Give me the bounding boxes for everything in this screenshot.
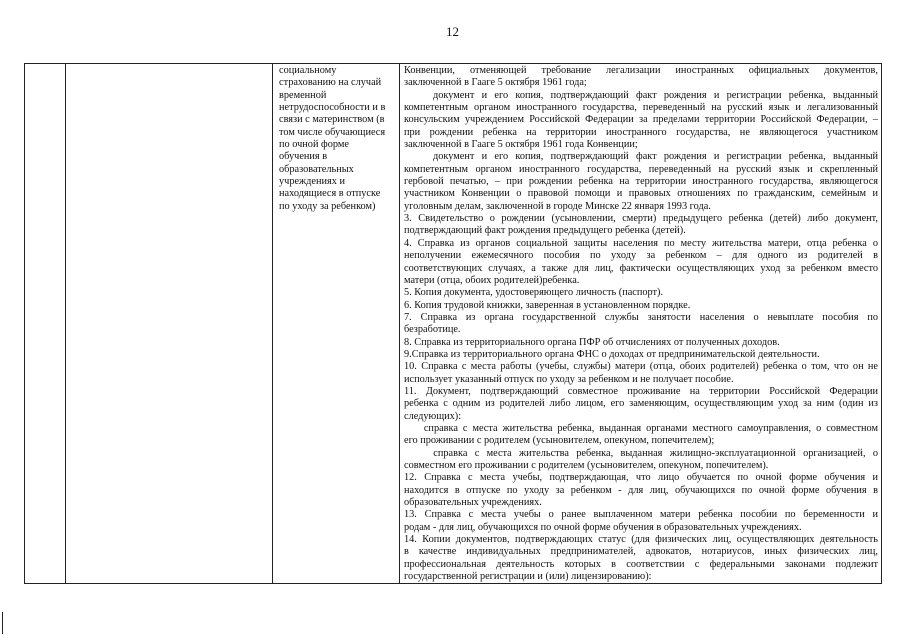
text-line: неполучении ежемесячного пособия по уходу за ребенком – для одного из родителей в <box>404 250 878 262</box>
text-line: 13. Справка с места учебы о ранее выплаченном матери ребенка пособии по беременности и <box>404 509 878 521</box>
text-line: социальному <box>279 65 337 76</box>
required-documents-text <box>404 65 878 583</box>
text-line: обучения в <box>279 151 328 163</box>
table-row <box>25 64 882 584</box>
text-line: находящиеся в отпуске <box>279 188 381 200</box>
text-line: по очной форме <box>279 139 349 151</box>
text-line: 7. Справка из органа государственной службы занятости населения о невыплате пособия по <box>404 311 878 323</box>
text-line: находится в отпуске по уходу за ребенком - для лиц, обучающихся по очной форме обучения в <box>404 484 878 496</box>
text-line: родам - для лиц, обучающихся по очной форме обучения в образовательных учреждениях. <box>404 521 802 533</box>
document-table <box>24 63 882 584</box>
text-line: совместном его проживании с родителем (усыновителем, опекуном, попечителем). <box>404 460 769 471</box>
page-number: 12 <box>446 24 459 39</box>
text-line: 4. Справка из органов социальной защиты населения по месту жительства матери, отца ребенка о <box>404 237 878 249</box>
text-line: страхованию на случай <box>279 77 382 89</box>
margin-mark <box>2 612 3 634</box>
text-line: ребенка с одним из родителей либо лицом, его заменяющим, осуществляющим уход за ним (один из <box>404 398 878 410</box>
text-line: при рождении ребенка на территории иностранного государства, не являющегося участником <box>404 126 878 138</box>
text-line: документ и его копия, подтверждающий факт рождения и регистрации ребенка, выданный <box>404 151 878 163</box>
text-line: 12. Справка с места учебы, подтверждающая, что лицо обучается по очной форме обучения и <box>404 472 878 484</box>
benefit-type-cell <box>273 64 400 584</box>
text-line: подтверждающий факт рождения предыдущего ребенка (детей). <box>404 225 686 237</box>
text-line: 3. Свидетельство о рождении (усыновлении, смерти) предыдущего ребенка (детей) либо документ, <box>404 213 878 225</box>
text-line: заключенной в Гааге 5 октября 1961 года Конвенции; <box>404 139 638 151</box>
text-line: консульским учреждением Российской Федерации за пределами территории Российской Федерации, – <box>404 114 878 126</box>
text-line: уголовным делам, заключенной в городе Минске 22 января 1993 года. <box>404 200 711 212</box>
text-line: 8. Справка из территориального органа ПФР об отчислениях от полученных доходов. <box>404 336 780 348</box>
text-line: участником Конвенции о правовой помощи и правовых отношениях по гражданским, семейным и <box>404 188 878 200</box>
text-line: в качестве индивидуальных предпринимателей, адвокатов, нотариусов, иных физических лиц, <box>404 546 878 558</box>
text-line: справка с места жительства ребенка, выданная жилищно-эксплуатационной организацией, о <box>404 447 878 459</box>
text-line: государственной регистрации и (или) лицензированию): <box>404 571 652 583</box>
text-line: связи с материнством (в <box>279 114 385 126</box>
text-line: Конвенции, отменяющей требование легализации иностранных официальных документов, <box>404 65 878 76</box>
text-line: следующих): <box>404 410 462 422</box>
text-line: 5. Копия документа, удостоверяющего личность (паспорт). <box>404 287 664 299</box>
text-line: его проживании с родителем (усыновителем, опекуном, попечителем); <box>404 435 715 447</box>
text-line: образовательных <box>279 163 354 175</box>
text-line: том числе обучающиеся <box>279 126 386 138</box>
text-line: временной <box>279 89 327 101</box>
text-line: 9.Справка из территориального органа ФНС о доходах от предпринимательской деятельности. <box>404 348 820 360</box>
text-line: нетрудоспособности и в <box>279 102 386 114</box>
text-line: компетентным органом иностранного государства, переведенный на русский язык и скрепленный <box>404 163 878 175</box>
text-line: 10. Справка с места работы (учебы, службы) матери (отца, обоих родителей) ребенка о том, что он не <box>404 361 878 373</box>
text-line: справка с места жительства ребенка, выданная органами местного самоуправления, о совместном <box>404 422 878 434</box>
required-documents-cell <box>400 64 882 584</box>
text-line: гербовой печатью, – при рождении ребенка на территории иностранного государства, являющегося <box>404 176 878 188</box>
category-cell <box>66 64 273 584</box>
text-line: 14. Копии документов, подтверждающих статус (для физических лиц, осуществляющих деятельность <box>404 534 878 546</box>
text-line: безработице. <box>404 324 461 336</box>
text-line: 11. Документ, подтверждающий совместное проживание на территории Российской Федерации <box>404 385 878 397</box>
text-line: по уходу за ребенком) <box>279 200 376 212</box>
text-line: соответствующих случаях, а также для лиц, фактически осуществляющих уход за ребенком вместо <box>404 262 878 274</box>
row-number-cell <box>25 64 66 584</box>
text-line: заключенной в Гааге 5 октября 1961 года; <box>404 77 587 89</box>
text-line: учреждениях и <box>279 176 345 188</box>
text-line: образовательных учреждениях. <box>404 497 542 509</box>
text-line: компетентным органом иностранного государства, переведенный на русский язык и легализованный <box>404 102 878 114</box>
text-line: документ и его копия, подтверждающий факт рождения и регистрации ребенка, выданный <box>404 89 878 101</box>
text-line: матери (отца, обоих родителей)ребенка. <box>404 274 580 286</box>
benefit-type-text <box>279 65 395 213</box>
text-line: использует указанный отпуск по уходу за ребенком и не получает пособие. <box>404 373 734 385</box>
text-line: профессиональная деятельность которых в соответствии с федеральными законами подлежит <box>404 558 878 570</box>
text-line: 6. Копия трудовой книжки, заверенная в установленном порядке. <box>404 299 691 311</box>
